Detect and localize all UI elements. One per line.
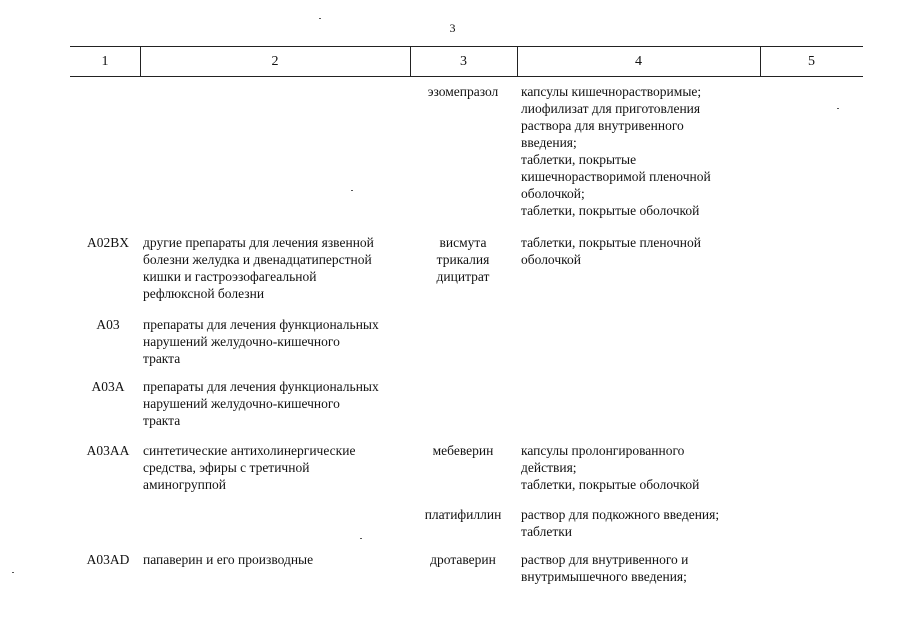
table-row-name <box>143 316 379 367</box>
name-line: нарушений желудочно-кишечного <box>143 396 340 411</box>
name-line: кишки и гастроэзофагеальной <box>143 269 317 284</box>
table-row-code: A02BX <box>86 235 129 250</box>
form-line: оболочкой <box>521 252 581 267</box>
table-row-forms <box>521 234 701 268</box>
table-row-name <box>143 378 379 429</box>
name-line: препараты для лечения функциональных <box>143 379 379 394</box>
column-header-4: 4 <box>635 54 642 69</box>
name-line: аминогруппой <box>143 477 227 492</box>
form-line: действия; <box>521 460 577 475</box>
name-line: тракта <box>143 351 181 366</box>
column-header-5: 5 <box>808 54 815 69</box>
inn-line: трикалия <box>436 252 490 267</box>
table-top-rule <box>70 46 863 47</box>
table-row-forms <box>521 442 699 493</box>
form-line: раствора для внутривенного <box>521 118 684 133</box>
table-row-code: A03AA <box>86 443 130 458</box>
form-line: таблетки, покрытые оболочкой <box>521 203 700 218</box>
table-row-inn <box>412 234 514 285</box>
table-row-code: A03A <box>91 379 125 394</box>
table-row-inn <box>412 506 514 523</box>
scan-speck <box>837 108 839 109</box>
table-header-rule <box>70 76 863 77</box>
name-line: другие препараты для лечения язвенной <box>143 235 374 250</box>
page-number: 3 <box>449 21 456 35</box>
table-row-inn <box>412 83 514 100</box>
name-line: папаверин и его производные <box>143 552 314 567</box>
name-line: тракта <box>143 413 181 428</box>
form-line: оболочкой; <box>521 186 585 201</box>
scan-speck <box>12 572 14 573</box>
column-header-1: 1 <box>101 54 109 69</box>
form-line: капсулы кишечнорастворимые; <box>521 84 702 99</box>
scan-speck <box>360 538 362 539</box>
form-line: кишечнорастворимой пленочной <box>521 169 711 184</box>
inn-line: дицитрат <box>436 269 490 284</box>
scan-speck <box>351 190 353 191</box>
table-row-inn <box>412 551 514 568</box>
name-line: синтетические антихолинергические <box>143 443 356 458</box>
name-line: рефлюксной болезни <box>143 286 265 301</box>
table-row-code: A03 <box>96 317 120 332</box>
name-line: болезни желудка и двенадцатиперстной <box>143 252 372 267</box>
form-line: таблетки, покрытые оболочкой <box>521 477 700 492</box>
scan-speck <box>319 18 321 19</box>
name-line: нарушений желудочно-кишечного <box>143 334 340 349</box>
table-row-name <box>143 551 313 568</box>
form-line: внутримышечного введения; <box>521 569 687 584</box>
table-row-forms <box>521 551 688 585</box>
inn-line: висмута <box>439 235 487 250</box>
form-line: таблетки <box>521 524 573 539</box>
table-row-name <box>143 234 374 302</box>
table-row-forms <box>521 506 719 540</box>
form-line: капсулы пролонгированного <box>521 443 685 458</box>
form-line: лиофилизат для приготовления <box>521 101 701 116</box>
form-line: введения; <box>521 135 577 150</box>
inn-line: платифиллин <box>424 507 502 522</box>
inn-line: эзомепразол <box>427 84 499 99</box>
form-line: таблетки, покрытые <box>521 152 637 167</box>
table-row-name <box>143 442 355 493</box>
form-line: таблетки, покрытые пленочной <box>521 235 702 250</box>
table-row-inn <box>412 442 514 459</box>
name-line: средства, эфиры с третичной <box>143 460 310 475</box>
inn-line: дротаверин <box>430 552 496 567</box>
column-header-3: 3 <box>460 54 467 69</box>
table-row-forms <box>521 83 711 219</box>
form-line: раствор для подкожного введения; <box>521 507 720 522</box>
column-header-2: 2 <box>271 54 279 69</box>
name-line: препараты для лечения функциональных <box>143 317 379 332</box>
form-line: раствор для внутривенного и <box>521 552 689 567</box>
table-row-code: A03AD <box>86 552 130 567</box>
inn-line: мебеверин <box>432 443 494 458</box>
